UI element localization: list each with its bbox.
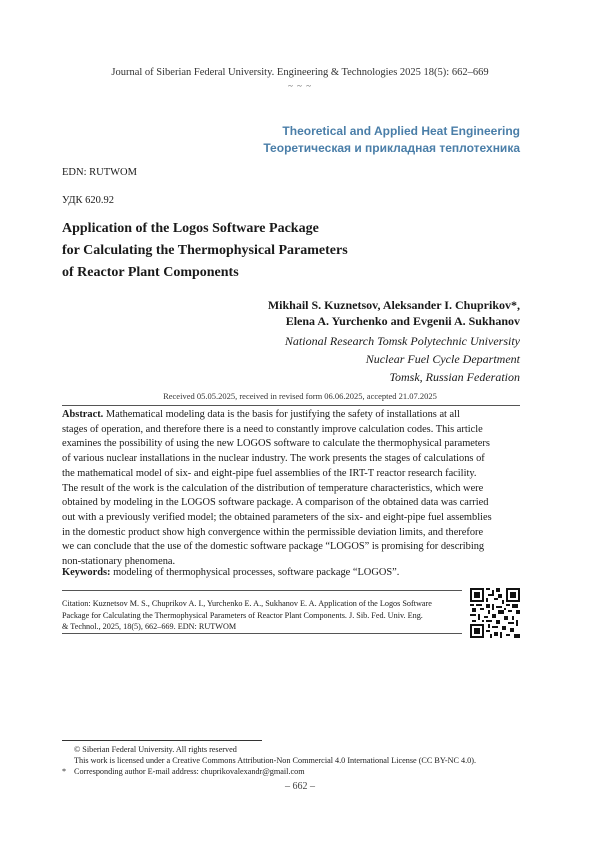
abstract-text: Mathematical modeling data is the basis for justifying the safety of installations at all xyxy=(103,409,460,420)
footnote-text: © Siberian Federal University. All rights reserved xyxy=(74,745,237,754)
affiliation-line: Tomsk, Russian Federation xyxy=(389,370,520,384)
authors-line: Elena A. Yurchenko and Evgenii A. Sukhanov xyxy=(285,314,520,328)
citation-line: Package for Calculating the Thermophysical Parameters of Reactor Plant Components. J. Sib. Fed. Univ. Eng. xyxy=(62,610,423,620)
citation-top-rule xyxy=(62,590,462,591)
udk-code: УДК 620.92 xyxy=(62,195,115,206)
keywords-text: modeling of thermophysical processes, software package “LOGOS”. xyxy=(110,567,400,578)
abstract-line: we can conclude that the use of the domestic software package “LOGOS” is promising for describing xyxy=(62,541,485,553)
footnote-mark: * xyxy=(62,767,67,777)
footnote-license xyxy=(62,755,476,766)
section-heading-ru: Теоретическая и прикладная теплотехника xyxy=(263,141,520,155)
keywords-label: Keywords: xyxy=(62,567,111,578)
affiliation xyxy=(285,332,520,386)
abstract-top-rule xyxy=(62,405,520,406)
footnote-text: Corresponding author E-mail address: chuprikovalexandr@gmail.com xyxy=(74,767,305,777)
abstract-line: out with a previously verified model; the obtained parameters of the six- and eight-pipe fuel assemblies xyxy=(62,511,492,523)
article-title xyxy=(62,218,462,284)
abstract-line: of various nuclear installations in the nuclear industry. The work presents the stages of calculations of xyxy=(62,453,485,465)
authors xyxy=(268,297,520,329)
title-line: for Calculating the Thermophysical Parameters xyxy=(62,243,348,258)
abstract-line: The result of the work is the calculation of the distribution of temperature characteristics, which were xyxy=(62,482,484,494)
footnote-rule xyxy=(62,740,262,741)
abstract-line: the mathematical model of six- and eight-pipe fuel assemblies of the IRT-T reactor research facility. xyxy=(62,467,477,479)
abstract-label: Abstract. xyxy=(62,409,104,420)
received-dates: Received 05.05.2025, received in revised form 06.06.2025, accepted 21.07.2025 xyxy=(163,391,437,401)
abstract-line: in the domestic product show high convergence within the permissible deviation limits, and therefore xyxy=(62,526,484,538)
title-line: Application of the Logos Software Package xyxy=(62,221,319,236)
section-heading-en: Theoretical and Applied Heat Engineering xyxy=(282,124,520,138)
title-line: of Reactor Plant Components xyxy=(62,265,239,280)
citation-bottom-rule xyxy=(62,633,462,634)
abstract-line xyxy=(62,408,520,423)
authors-line: Mikhail S. Kuznetsov, Aleksander I. Chuprikov*, xyxy=(267,298,520,312)
citation-line: & Technol., 2025, 18(5), 662–669. EDN: RUTWOM xyxy=(62,622,237,632)
keywords xyxy=(62,566,520,580)
footnote-corresponding xyxy=(62,766,476,777)
abstract-line: obtained by modeling in the LOGOS software package. A comparison of the obtained data was carried xyxy=(62,497,489,509)
edn-code: EDN: RUTWOM xyxy=(62,167,137,178)
page-number: – 662 – xyxy=(285,781,315,792)
abstract-line: examines the possibility of using the new LOGOS software to calculate the thermophysical parameters xyxy=(62,438,490,450)
footnotes xyxy=(62,744,476,778)
footnote-text: This work is licensed under a Creative Commons Attribution-Non Commercial 4.0 International License (CC BY-NC 4.0). xyxy=(74,756,477,766)
citation xyxy=(62,598,466,633)
affiliation-line: Nuclear Fuel Cycle Department xyxy=(365,352,520,366)
qr-code-icon xyxy=(470,588,520,638)
abstract xyxy=(62,408,520,570)
affiliation-line: National Research Tomsk Polytechnic University xyxy=(284,334,520,348)
header-ornament: ~ ~ ~ xyxy=(287,81,313,91)
abstract-line: non-stationary phenomena. xyxy=(62,556,176,568)
journal-header: Journal of Siberian Federal University. Engineering & Technologies 2025 18(5): 662–669 xyxy=(111,67,489,78)
abstract-line: stages of operation, and therefore there is a need to constantly improve calculation codes. This article xyxy=(62,423,483,435)
citation-line: Citation: Kuznetsov M. S., Chuprikov A. I., Yurchenko E. A., Sukhanov E. A. Application of the Logos Software xyxy=(62,599,432,608)
footnote-copyright xyxy=(62,744,476,755)
